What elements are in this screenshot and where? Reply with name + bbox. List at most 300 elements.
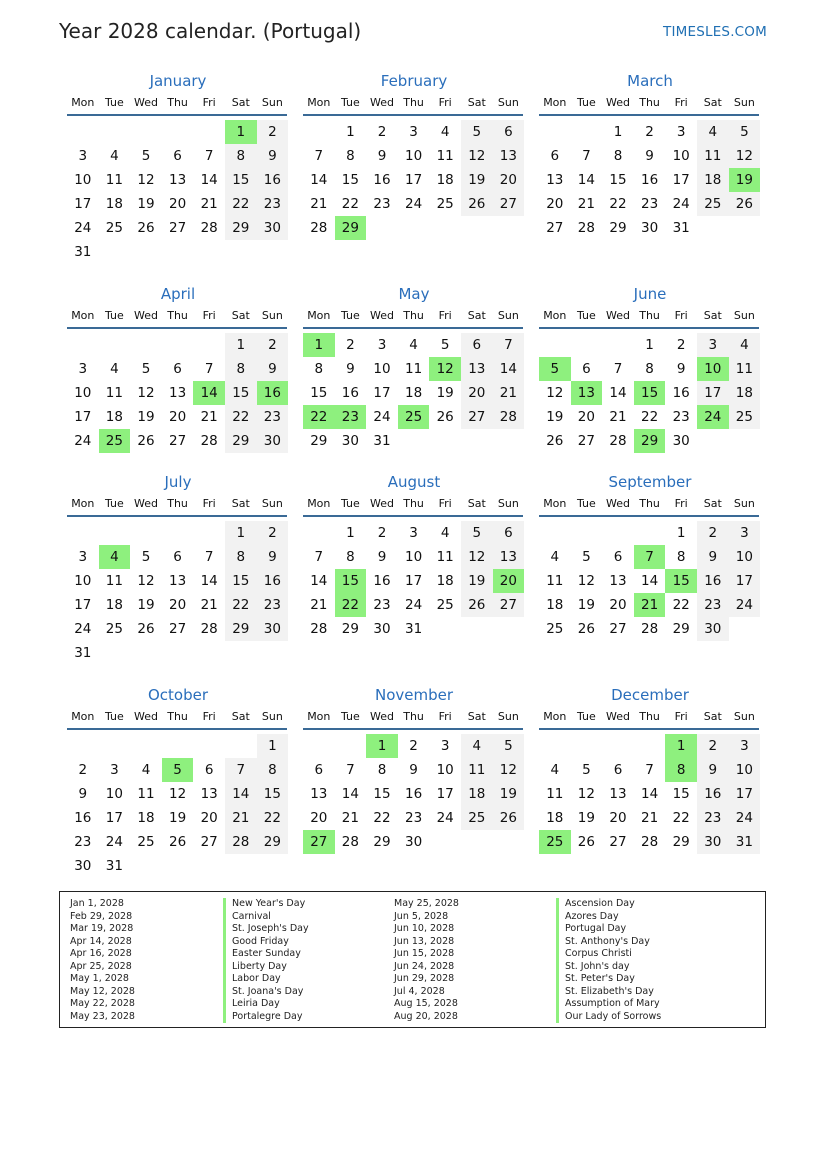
holiday-day-cell: 7: [634, 545, 666, 569]
day-cell: 30: [672, 433, 690, 449]
day-cell: 4: [550, 762, 560, 778]
day-cell: 31: [672, 220, 690, 236]
legend-holiday-name: Leiria Day: [223, 998, 309, 1011]
day-cell: 8: [645, 361, 654, 377]
holiday-day-cell: 21: [634, 593, 666, 617]
day-cell: 20: [461, 381, 493, 405]
day-cell: 14: [200, 172, 218, 188]
day-cell: 12: [461, 545, 493, 569]
legend-date: Jun 29, 2028: [394, 973, 455, 984]
day-cell: 22: [373, 810, 391, 826]
holiday-day-cell: 27: [303, 830, 335, 854]
day-cell: 21: [225, 806, 257, 830]
day-cell: 19: [493, 782, 525, 806]
day-cell: 27: [493, 192, 525, 216]
day-cell: 20: [200, 810, 218, 826]
day-cell: 4: [550, 549, 560, 565]
day-cell: 9: [409, 762, 418, 778]
day-cell: 1: [645, 337, 654, 353]
day-cell: 30: [641, 220, 659, 236]
legend-date: Jun 5, 2028: [394, 910, 449, 922]
month-name: March: [627, 72, 673, 90]
day-cell: 1: [225, 333, 257, 357]
day-cell: 9: [697, 545, 729, 569]
day-cell: 18: [546, 810, 564, 826]
weekday-label: Fri: [202, 309, 216, 322]
day-cell: 31: [74, 244, 92, 260]
day-cell: 30: [341, 433, 359, 449]
weekday-label: Sun: [733, 309, 755, 322]
legend-holiday-name: Corpus Christi: [556, 948, 661, 961]
day-cell: 18: [729, 381, 761, 405]
day-cell: 5: [461, 521, 493, 545]
legend-names-column: [223, 898, 309, 1023]
day-cell: 9: [346, 361, 355, 377]
day-cell: 1: [257, 734, 289, 758]
day-cell: 3: [78, 361, 88, 377]
day-cell: 22: [672, 597, 690, 613]
weekday-label: Fri: [438, 497, 452, 510]
day-cell: 14: [225, 782, 257, 806]
day-cell: 2: [78, 762, 88, 778]
month-name: December: [611, 686, 689, 704]
day-cell: 6: [493, 521, 525, 545]
day-cell: 13: [169, 172, 187, 188]
weekday-label: Sat: [703, 309, 722, 322]
day-cell: 21: [341, 810, 359, 826]
holiday-day-cell: 23: [335, 405, 367, 429]
day-cell: 22: [672, 810, 690, 826]
day-cell: 22: [225, 593, 257, 617]
day-cell: 16: [74, 810, 92, 826]
day-cell: 6: [582, 361, 591, 377]
day-cell: 29: [373, 834, 391, 850]
weekday-label: Sun: [733, 497, 755, 510]
day-cell: 7: [613, 361, 623, 377]
day-cell: 21: [641, 810, 659, 826]
day-cell: 1: [613, 124, 623, 140]
day-cell: 27: [546, 220, 564, 236]
day-cell: 28: [493, 405, 525, 429]
day-cell: 10: [729, 545, 761, 569]
holiday-day-cell: 1: [303, 333, 335, 357]
weekday-label: Tue: [340, 309, 360, 322]
day-cell: 24: [436, 810, 454, 826]
day-cell: 28: [200, 220, 218, 236]
day-cell: 12: [137, 573, 155, 589]
day-cell: 28: [310, 220, 328, 236]
day-cell: 7: [645, 762, 654, 778]
day-cell: 28: [341, 834, 359, 850]
day-cell: 8: [257, 758, 289, 782]
weekday-label: Thu: [167, 96, 188, 109]
day-cell: 25: [105, 621, 123, 637]
day-cell: 30: [697, 617, 729, 641]
weekday-label: Sat: [231, 497, 250, 510]
legend-holiday-name: Easter Sunday: [223, 948, 309, 961]
day-cell: 11: [436, 549, 454, 565]
legend-date: Jun 13, 2028: [394, 935, 455, 947]
day-cell: 7: [314, 549, 324, 565]
day-cell: 20: [609, 810, 627, 826]
day-cell: 13: [200, 786, 218, 802]
day-cell: 21: [577, 196, 595, 212]
weekday-header: [303, 309, 525, 327]
day-cell: 9: [377, 549, 387, 565]
legend-holiday-name: Liberty Day: [223, 961, 309, 974]
header-divider: [539, 515, 759, 517]
day-cell: 28: [641, 834, 659, 850]
day-cell: 11: [546, 786, 564, 802]
day-cell: 2: [697, 521, 729, 545]
weekday-header: [539, 96, 761, 114]
weekday-label: Tue: [576, 309, 596, 322]
legend-dates-column: [394, 898, 459, 1023]
day-cell: 27: [609, 621, 627, 637]
weekday-label: Thu: [403, 497, 424, 510]
day-cell: 28: [577, 220, 595, 236]
legend-date: May 12, 2028: [70, 985, 135, 997]
day-cell: 28: [641, 621, 659, 637]
day-cell: 18: [546, 597, 564, 613]
day-cell: 17: [729, 782, 761, 806]
day-cell: 24: [373, 409, 391, 425]
day-cell: 12: [729, 144, 761, 168]
header-divider: [303, 515, 523, 517]
weekday-label: Mon: [307, 497, 331, 510]
day-cell: 4: [110, 148, 119, 164]
day-cell: 8: [613, 148, 623, 164]
day-cell: 11: [729, 357, 761, 381]
day-cell: 10: [729, 758, 761, 782]
day-cell: 21: [200, 597, 218, 613]
day-cell: 1: [225, 521, 257, 545]
weekday-label: Fri: [202, 497, 216, 510]
month-name: September: [608, 473, 692, 491]
day-cell: 12: [493, 758, 525, 782]
day-cell: 5: [461, 120, 493, 144]
day-cell: 20: [546, 196, 564, 212]
legend-date: Jun 10, 2028: [394, 923, 455, 934]
day-cell: 28: [225, 830, 257, 854]
month-name: January: [149, 72, 207, 90]
day-cell: 18: [436, 172, 454, 188]
weekday-label: Tue: [340, 497, 360, 510]
day-cell: 26: [461, 593, 493, 617]
weekday-label: Thu: [639, 497, 660, 510]
day-cell: 18: [697, 168, 729, 192]
header-divider: [67, 114, 287, 116]
weekday-label: Mon: [543, 710, 567, 723]
day-cell: 3: [377, 337, 387, 353]
day-cell: 6: [493, 120, 525, 144]
weekday-label: Thu: [167, 710, 188, 723]
day-cell: 6: [461, 333, 493, 357]
day-cell: 15: [225, 168, 257, 192]
legend-holiday-name: Ascension Day: [556, 898, 661, 911]
day-cell: 24: [672, 196, 690, 212]
weekday-label: Wed: [133, 309, 158, 322]
day-cell: 19: [137, 196, 155, 212]
day-cell: 8: [225, 357, 257, 381]
day-cell: 6: [173, 549, 182, 565]
weekday-label: Sun: [497, 309, 519, 322]
day-cell: 20: [310, 810, 328, 826]
day-cell: 9: [257, 144, 289, 168]
legend-date: May 25, 2028: [394, 898, 459, 909]
day-cell: 13: [493, 545, 525, 569]
holiday-day-cell: 19: [729, 168, 761, 192]
day-cell: 17: [74, 597, 92, 613]
day-cell: 24: [74, 433, 92, 449]
day-cell: 27: [169, 433, 187, 449]
day-cell: 20: [169, 597, 187, 613]
weekday-label: Sun: [497, 96, 519, 109]
weekday-label: Thu: [403, 309, 424, 322]
day-cell: 30: [697, 830, 729, 854]
day-cell: 16: [341, 385, 359, 401]
weekday-label: Wed: [605, 710, 630, 723]
day-cell: 14: [493, 357, 525, 381]
legend-date: Jun 24, 2028: [394, 960, 455, 972]
weekday-label: Mon: [543, 309, 567, 322]
day-cell: 16: [405, 786, 423, 802]
legend-holiday-name: New Year's Day: [223, 898, 309, 911]
day-cell: 17: [74, 196, 92, 212]
holiday-day-cell: 29: [335, 216, 367, 240]
day-cell: 6: [550, 148, 560, 164]
holiday-day-cell: 22: [335, 593, 367, 617]
day-cell: 29: [310, 433, 328, 449]
day-cell: 16: [697, 569, 729, 593]
day-cell: 17: [74, 409, 92, 425]
day-cell: 7: [582, 148, 591, 164]
day-cell: 10: [672, 148, 690, 164]
day-cell: 29: [609, 220, 627, 236]
day-cell: 3: [697, 333, 729, 357]
weekday-label: Mon: [307, 710, 331, 723]
legend-holiday-name: St. Peter's Day: [556, 973, 661, 986]
weekday-label: Sun: [261, 497, 283, 510]
day-cell: 31: [105, 858, 123, 874]
day-cell: 6: [173, 148, 182, 164]
day-cell: 29: [672, 621, 690, 637]
weekday-label: Sun: [497, 710, 519, 723]
legend-date: May 22, 2028: [70, 998, 135, 1009]
day-cell: 11: [105, 172, 123, 188]
weekday-label: Tue: [576, 96, 596, 109]
weekday-label: Sat: [703, 96, 722, 109]
weekday-label: Fri: [438, 96, 452, 109]
day-cell: 10: [405, 549, 423, 565]
weekday-header: [539, 497, 761, 515]
day-cell: 15: [341, 172, 359, 188]
weekday-label: Fri: [438, 710, 452, 723]
day-cell: 2: [377, 124, 387, 140]
day-cell: 3: [78, 148, 88, 164]
day-cell: 5: [582, 762, 591, 778]
holiday-day-cell: 29: [634, 429, 666, 453]
day-cell: 23: [257, 593, 289, 617]
weekday-label: Mon: [71, 309, 95, 322]
weekday-label: Tue: [340, 96, 360, 109]
legend-date: Aug 20, 2028: [394, 1010, 458, 1022]
day-cell: 26: [436, 409, 454, 425]
day-cell: 21: [310, 196, 328, 212]
day-cell: 4: [440, 525, 450, 541]
legend-holiday-name: St. Anthony's Day: [556, 936, 661, 949]
day-cell: 4: [110, 361, 119, 377]
legend-date: Apr 16, 2028: [70, 948, 132, 959]
day-cell: 2: [697, 734, 729, 758]
weekday-label: Sun: [497, 497, 519, 510]
legend-holiday-name: Good Friday: [223, 936, 309, 949]
day-cell: 31: [373, 433, 391, 449]
day-cell: 27: [200, 834, 218, 850]
weekday-label: Sat: [467, 96, 486, 109]
day-cell: 3: [729, 521, 761, 545]
weekday-label: Sat: [231, 710, 250, 723]
weekday-label: Thu: [639, 710, 660, 723]
day-cell: 6: [204, 762, 214, 778]
day-cell: 18: [137, 810, 155, 826]
day-cell: 21: [310, 597, 328, 613]
weekday-label: Fri: [674, 309, 688, 322]
day-cell: 15: [225, 569, 257, 593]
day-cell: 29: [672, 834, 690, 850]
holiday-day-cell: 10: [697, 357, 729, 381]
day-cell: 12: [577, 786, 595, 802]
legend-dates-column: [70, 898, 135, 1023]
day-cell: 5: [141, 148, 151, 164]
weekday-label: Wed: [605, 309, 630, 322]
day-cell: 13: [609, 786, 627, 802]
legend-holiday-name: St. Joseph's Day: [223, 923, 309, 936]
day-cell: 15: [257, 782, 289, 806]
day-cell: 8: [346, 148, 355, 164]
day-cell: 7: [346, 762, 355, 778]
day-cell: 5: [729, 120, 761, 144]
day-cell: 8: [346, 549, 355, 565]
weekday-label: Mon: [71, 497, 95, 510]
day-cell: 9: [645, 148, 654, 164]
day-cell: 25: [697, 192, 729, 216]
day-cell: 23: [641, 196, 659, 212]
holiday-day-cell: 8: [665, 758, 697, 782]
legend-holiday-name: St. Joana's Day: [223, 986, 309, 999]
site-link[interactable]: TIMESLES.COM: [663, 24, 767, 40]
header-divider: [67, 327, 287, 329]
holiday-day-cell: 15: [665, 569, 697, 593]
day-cell: 26: [169, 834, 187, 850]
day-cell: 1: [676, 525, 686, 541]
day-cell: 10: [74, 172, 92, 188]
day-cell: 17: [373, 385, 391, 401]
holiday-day-cell: 15: [335, 569, 367, 593]
day-cell: 14: [577, 172, 595, 188]
day-cell: 13: [461, 357, 493, 381]
day-cell: 19: [577, 810, 595, 826]
day-cell: 29: [225, 617, 257, 641]
day-cell: 15: [672, 786, 690, 802]
day-cell: 27: [461, 405, 493, 429]
month-name: May: [398, 285, 430, 303]
day-cell: 16: [257, 569, 289, 593]
month-name: November: [374, 686, 454, 704]
month-name: July: [164, 473, 192, 491]
day-cell: 14: [310, 573, 328, 589]
day-cell: 26: [577, 621, 595, 637]
month-name: August: [387, 473, 441, 491]
day-cell: 31: [405, 621, 423, 637]
day-cell: 6: [613, 762, 623, 778]
legend-date: May 23, 2028: [70, 1010, 135, 1022]
day-cell: 6: [173, 361, 182, 377]
weekday-label: Sat: [231, 96, 250, 109]
weekday-header: [539, 309, 761, 327]
weekday-header: [539, 710, 761, 728]
day-cell: 17: [672, 172, 690, 188]
day-cell: 18: [405, 385, 423, 401]
day-cell: 12: [577, 573, 595, 589]
weekday-label: Sun: [261, 309, 283, 322]
day-cell: 26: [729, 192, 761, 216]
weekday-label: Fri: [438, 309, 452, 322]
day-cell: 20: [609, 597, 627, 613]
day-cell: 31: [74, 645, 92, 661]
day-cell: 30: [405, 834, 423, 850]
day-cell: 22: [225, 192, 257, 216]
day-cell: 12: [137, 172, 155, 188]
day-cell: 5: [141, 361, 151, 377]
weekday-label: Tue: [104, 710, 124, 723]
day-cell: 13: [493, 144, 525, 168]
day-cell: 22: [641, 409, 659, 425]
day-cell: 11: [697, 144, 729, 168]
day-cell: 2: [346, 337, 355, 353]
legend-date: Apr 25, 2028: [70, 960, 132, 972]
day-cell: 15: [609, 172, 627, 188]
legend-names-column: [556, 898, 661, 1023]
holiday-day-cell: 5: [162, 758, 194, 782]
day-cell: 26: [137, 220, 155, 236]
day-cell: 8: [225, 545, 257, 569]
day-cell: 19: [461, 569, 493, 593]
day-cell: 31: [729, 830, 761, 854]
holiday-day-cell: 1: [665, 734, 697, 758]
day-cell: 18: [105, 597, 123, 613]
day-cell: 14: [341, 786, 359, 802]
day-cell: 19: [137, 409, 155, 425]
day-cell: 15: [310, 385, 328, 401]
weekday-label: Wed: [133, 710, 158, 723]
holiday-day-cell: 1: [366, 734, 398, 758]
day-cell: 25: [546, 621, 564, 637]
day-cell: 26: [577, 834, 595, 850]
weekday-label: Wed: [133, 497, 158, 510]
day-cell: 24: [74, 220, 92, 236]
day-cell: 13: [169, 385, 187, 401]
day-cell: 20: [577, 409, 595, 425]
day-cell: 9: [676, 361, 686, 377]
day-cell: 23: [74, 834, 92, 850]
holiday-day-cell: 25: [99, 429, 131, 453]
day-cell: 23: [257, 405, 289, 429]
weekday-label: Sun: [733, 96, 755, 109]
day-cell: 26: [546, 433, 564, 449]
day-cell: 20: [169, 409, 187, 425]
day-cell: 30: [257, 429, 289, 453]
